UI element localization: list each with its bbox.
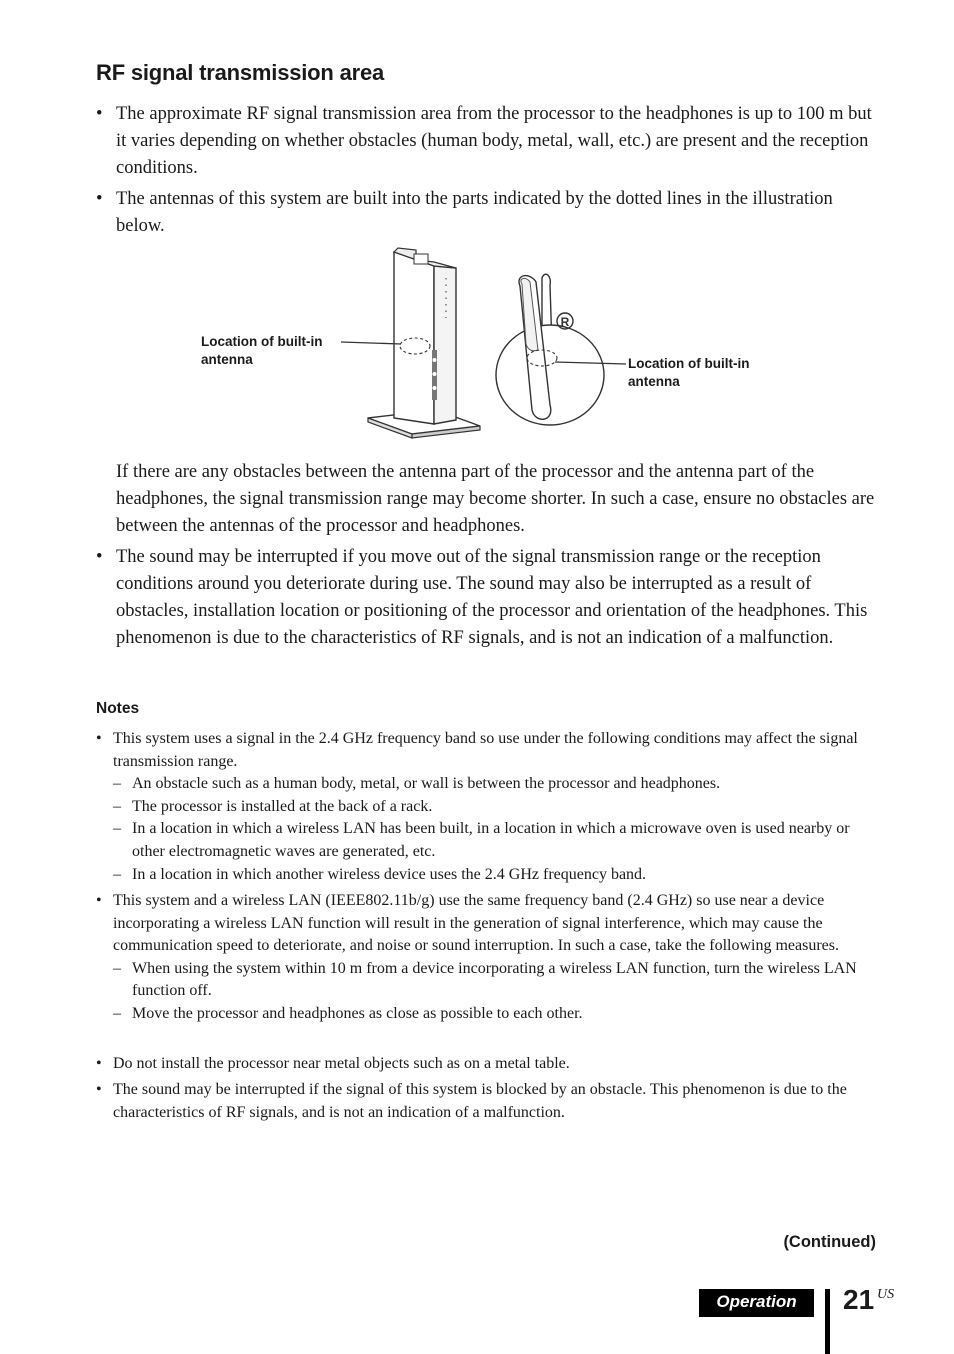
label-headphone-antenna: Location of built-in antenna <box>628 356 750 389</box>
note-item <box>96 1053 882 1076</box>
side-mark-text: R <box>560 315 570 329</box>
bullet-sound-interruption <box>96 544 878 652</box>
note-item <box>96 890 882 1026</box>
button-dot <box>433 386 437 390</box>
note-sub-item <box>113 818 882 863</box>
label-processor-antenna: Location of built-in antenna <box>201 334 323 367</box>
dash-marker: – <box>113 1004 121 1022</box>
note-text: This system uses a signal in the 2.4 GHz frequency band so use under the following conditions may affect the signal transmission range. <box>113 730 858 770</box>
bullet-marker: • <box>96 730 102 747</box>
antenna-illustration <box>190 240 790 450</box>
note-item <box>96 728 882 886</box>
section-tab: Operation <box>699 1289 814 1317</box>
dash-marker: – <box>113 865 121 883</box>
bullet-marker: • <box>96 547 103 567</box>
button-dot <box>433 372 437 376</box>
processor-top-jack <box>414 254 428 264</box>
note-text: This system and a wireless LAN (IEEE802.11b/g) use the same frequency band (2.4 GHz) so use near a device incorporating a wireless LAN function will result in the generation of signal interference, which may cause the communication speed to deteriorate, and noise or sound interruption. In such a case, take the following measures. <box>113 892 840 955</box>
button-dot <box>433 358 437 362</box>
bullet-marker: • <box>96 1055 102 1072</box>
processor-side <box>434 266 456 424</box>
dash-marker: – <box>113 959 121 977</box>
dash-marker: – <box>113 775 121 793</box>
bullet-marker: • <box>96 104 103 124</box>
bullet-transmission-area <box>96 101 878 182</box>
page-number: 21 <box>843 1284 875 1315</box>
obstacles-paragraph: If there are any obstacles between the antenna part of the processor and the antenna part of the headphones, the signal transmission range may become shorter. In such a case, ensure no obstacles are between the antennas of the processor and headphones. <box>116 462 875 536</box>
note-sub-text: An obstacle such as a human body, metal, or wall is between the processor and headphones. <box>132 775 721 793</box>
note-sub-text: In a location in which another wireless device uses the 2.4 GHz frequency band. <box>132 865 647 883</box>
note-sub-item <box>113 796 882 819</box>
note-item <box>96 1079 882 1124</box>
note-sub-item <box>113 1003 882 1026</box>
bullet-text: The sound may be interrupted if you move out of the signal transmission range or the reception conditions around you deteriorate during use. The sound may also be interrupted as a result of obstacles, installation location or positioning of the processor and orientation of the headphones. This phenomenon is due to the characteristics of RF signals, and is not an indication of a malfunction. <box>116 547 868 648</box>
bullet-marker: • <box>96 1081 102 1098</box>
processor-front <box>394 252 434 424</box>
note-sub-item <box>113 864 882 887</box>
note-text: Do not install the processor near metal objects such as on a metal table. <box>113 1055 570 1072</box>
note-sub-text: Move the processor and headphones as close as possible to each other. <box>132 1004 583 1022</box>
dash-marker: – <box>113 820 121 838</box>
note-text: The sound may be interrupted if the signal of this system is blocked by an obstacle. This phenomenon is due to the characteristics of RF signals, and is not an indication of a malfunction. <box>113 1081 847 1121</box>
bullet-marker: • <box>96 892 102 909</box>
dash-marker: – <box>113 797 121 815</box>
note-sub-text: When using the system within 10 m from a device incorporating a wireless LAN function, turn the wireless LAN function off. <box>132 959 857 1000</box>
note-sub-item <box>113 958 882 1003</box>
note-sub-text: In a location in which a wireless LAN has been built, in a location in which a microwave oven is used nearby or other electromagnetic waves are generated, etc. <box>132 820 850 860</box>
note-sub-text: The processor is installed at the back of a rack. <box>132 797 433 815</box>
bullet-text: The antennas of this system are built into the parts indicated by the dotted lines in the illustration below. <box>116 189 833 236</box>
page-region-suffix: US <box>877 1287 895 1302</box>
page-divider <box>825 1289 830 1354</box>
note-sub-item <box>113 773 882 796</box>
notes-heading: Notes <box>96 700 140 717</box>
bullet-marker: • <box>96 189 103 209</box>
bullet-antenna-location <box>96 186 878 240</box>
page-title: RF signal transmission area <box>96 60 385 85</box>
continued-label: (Continued) <box>783 1233 876 1251</box>
bullet-text: The approximate RF signal transmission area from the processor to the headphones is up to 100 m but it varies depending on whether obstacles (human body, metal, wall, etc.) are present and the reception conditions. <box>116 104 872 178</box>
